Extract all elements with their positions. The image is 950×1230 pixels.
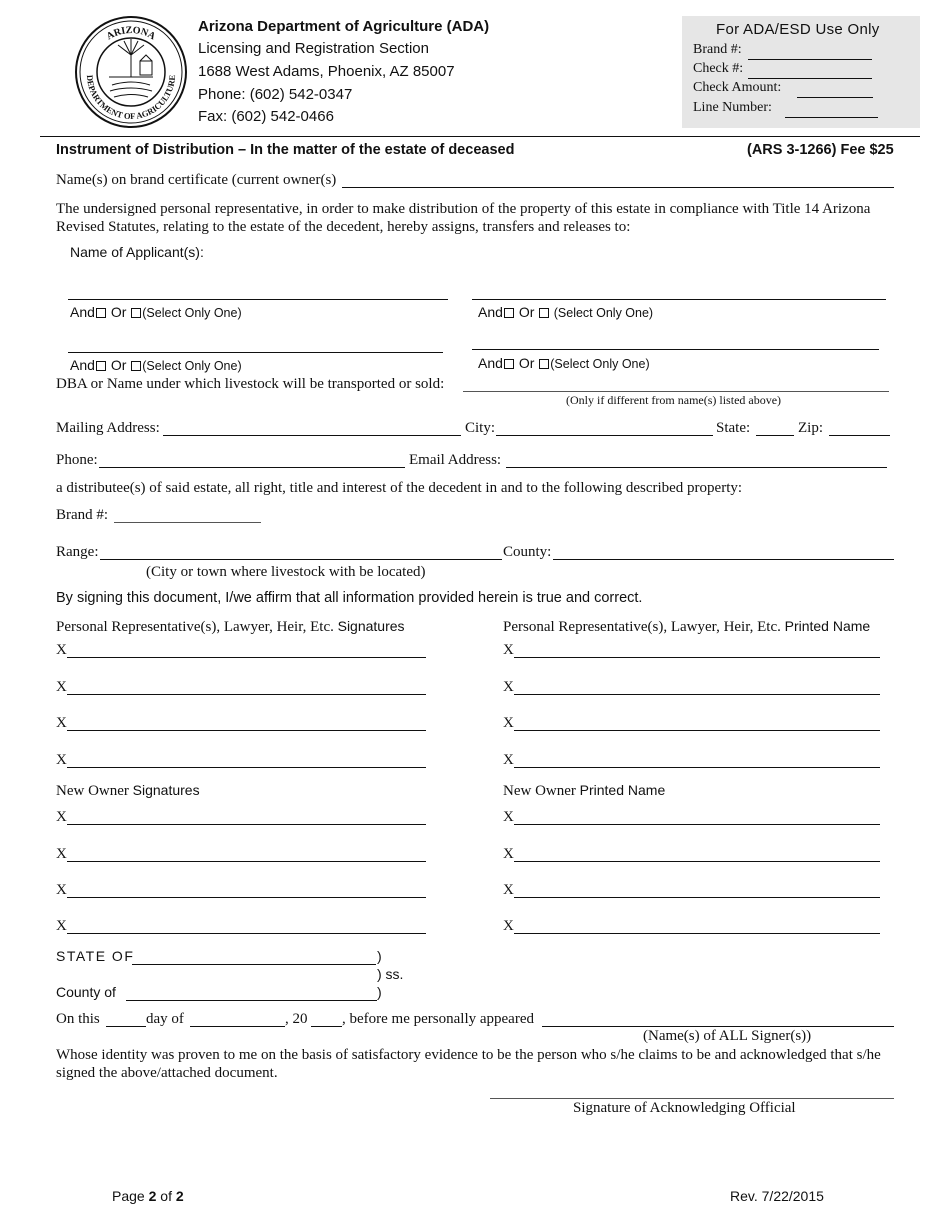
and-checkbox-3[interactable]	[96, 361, 106, 371]
day-field[interactable]	[106, 1026, 146, 1027]
affirmation-text: By signing this document, I/we affirm that all information provided herein is true and correct.	[56, 590, 643, 606]
rep-printed-x-1: X	[503, 642, 514, 658]
owner-printed-field-3[interactable]	[514, 897, 880, 898]
month-field[interactable]	[190, 1026, 285, 1027]
signers-note: (Name(s) of ALL Signer(s))	[643, 1028, 812, 1044]
dba-note: (Only if different from name(s) listed above)	[566, 393, 782, 407]
owner-printed-field-1[interactable]	[514, 824, 880, 825]
rep-printed-field-1[interactable]	[514, 657, 880, 658]
email-field[interactable]	[506, 467, 887, 468]
office-use-box	[682, 16, 920, 128]
owner-signature-field-3[interactable]	[67, 897, 426, 898]
page-number: Page 2 of 2	[112, 1188, 184, 1204]
distributee-text: a distributee(s) of said estate, all right, title and interest of the decedent in and to the following described property:	[56, 480, 743, 496]
svg-text:ARIZONA: ARIZONA	[104, 24, 158, 43]
identity-text: Whose identity was proven to me on the basis of satisfactory evidence to be the person who s/he claims to be and acknowledged that s/he signed the above/attached document.	[56, 1047, 881, 1081]
owner-signature-x-4: X	[56, 918, 67, 934]
official-signature-field[interactable]	[490, 1098, 894, 1099]
applicant-3-conjunction: And Or (Select Only One)	[70, 357, 242, 373]
rep-printed-x-2: X	[503, 679, 514, 695]
svg-text:DEPARTMENT OF AGRICULTURE: DEPARTMENT OF AGRICULTURE	[84, 74, 178, 122]
owner-printed-x-4: X	[503, 918, 514, 934]
state-label: State:	[716, 420, 751, 436]
new-owner-signatures-heading: New Owner Signatures	[56, 782, 200, 799]
state-of-paren: )	[377, 948, 382, 964]
ada-seal-logo	[74, 15, 188, 129]
office-check-label: Check #:	[693, 61, 744, 76]
ss-mark: ) ss.	[377, 966, 404, 982]
appeared-names-field[interactable]	[542, 1026, 894, 1027]
range-label: Range:	[56, 544, 99, 560]
owner-signature-field-1[interactable]	[67, 824, 426, 825]
range-field[interactable]	[100, 559, 502, 560]
new-owner-printed-heading: New Owner Printed Name	[503, 782, 666, 799]
or-checkbox-1[interactable]	[131, 308, 141, 318]
county-of-field[interactable]	[126, 1000, 377, 1001]
applicant-2-conjunction: And Or (Select Only One)	[478, 304, 654, 320]
county-label: County:	[503, 544, 552, 560]
agency-address: 1688 West Adams, Phoenix, AZ 85007	[198, 63, 455, 80]
agency-section: Licensing and Registration Section	[198, 40, 429, 57]
header-divider	[40, 136, 920, 137]
range-note: (City or town where livestock with be located)	[146, 564, 426, 580]
state-field[interactable]	[756, 435, 794, 436]
applicant-4-conjunction: And Or (Select Only One)	[478, 355, 650, 371]
form-fee: (ARS 3-1266) Fee $25	[747, 142, 894, 158]
owner-signature-x-3: X	[56, 882, 67, 898]
mailing-address-field[interactable]	[163, 435, 461, 436]
phone-field[interactable]	[99, 467, 405, 468]
year-field[interactable]	[311, 1026, 342, 1027]
current-owner-label: Name(s) on brand certificate (current owner(s)	[56, 172, 337, 188]
dba-label: DBA or Name under which livestock will be transported or sold:	[56, 376, 445, 392]
applicant-1-field[interactable]	[68, 299, 448, 300]
applicant-1-conjunction: And Or (Select Only One)	[70, 304, 242, 320]
rep-printed-heading: Personal Representative(s), Lawyer, Heir, Etc. Printed Name	[503, 618, 871, 635]
owner-signature-x-2: X	[56, 846, 67, 862]
rep-signature-field-3[interactable]	[67, 730, 426, 731]
office-line-number-field[interactable]	[785, 117, 878, 118]
office-check-field[interactable]	[748, 78, 872, 79]
rep-signature-field-1[interactable]	[67, 657, 426, 658]
on-this-label: On this	[56, 1011, 100, 1027]
office-brand-field[interactable]	[748, 59, 872, 60]
and-checkbox-4[interactable]	[504, 359, 514, 369]
rep-signature-field-4[interactable]	[67, 767, 426, 768]
owner-signature-field-4[interactable]	[67, 933, 426, 934]
office-check-amount-label: Check Amount:	[693, 80, 782, 95]
owner-printed-field-4[interactable]	[514, 933, 880, 934]
form-title: Instrument of Distribution – In the matter of the estate of deceased	[56, 142, 515, 158]
current-owner-field[interactable]	[342, 187, 894, 188]
revision-date: Rev. 7/22/2015	[730, 1188, 824, 1204]
owner-printed-field-2[interactable]	[514, 861, 880, 862]
owner-printed-x-3: X	[503, 882, 514, 898]
year-prefix: , 20	[285, 1011, 308, 1027]
agency-name: Arizona Department of Agriculture (ADA)	[198, 18, 490, 35]
city-label: City:	[465, 420, 496, 436]
state-of-field[interactable]	[132, 964, 376, 965]
appeared-label: , before me personally appeared	[342, 1011, 534, 1027]
phone-label: Phone:	[56, 452, 98, 468]
office-check-amount-field[interactable]	[797, 97, 873, 98]
intro-text: The undersigned personal representative, in order to make distribution of the property of this estate in compliance with Title 14 Arizona Revised Statutes, relating to the estate of the decedent, hereby assigns, transfers and releases to:	[56, 201, 871, 235]
rep-printed-x-3: X	[503, 715, 514, 731]
county-field[interactable]	[553, 559, 894, 560]
state-of-label: STATE OF	[56, 948, 135, 964]
or-checkbox-3[interactable]	[131, 361, 141, 371]
rep-signature-x-4: X	[56, 752, 67, 768]
official-signature-label: Signature of Acknowledging Official	[573, 1100, 796, 1116]
agency-phone: Phone: (602) 542-0347	[198, 86, 353, 103]
county-of-paren: )	[377, 984, 382, 1000]
email-label: Email Address:	[409, 452, 502, 468]
or-checkbox-2[interactable]	[539, 308, 549, 318]
office-line-number-label: Line Number:	[693, 100, 772, 115]
owner-signature-x-1: X	[56, 809, 67, 825]
applicants-label: Name of Applicant(s):	[70, 244, 204, 260]
dba-field[interactable]	[463, 391, 889, 392]
city-field[interactable]	[496, 435, 713, 436]
rep-signatures-heading: Personal Representative(s), Lawyer, Heir, Etc. Signatures	[56, 618, 405, 635]
and-checkbox-1[interactable]	[96, 308, 106, 318]
brand-label: Brand #:	[56, 507, 109, 523]
agency-fax: Fax: (602) 542-0466	[198, 108, 334, 125]
office-brand-label: Brand #:	[693, 42, 742, 57]
and-checkbox-2[interactable]	[504, 308, 514, 318]
owner-signature-field-2[interactable]	[67, 861, 426, 862]
rep-signature-x-3: X	[56, 715, 67, 731]
applicant-4-field[interactable]	[472, 349, 879, 350]
owner-printed-x-2: X	[503, 846, 514, 862]
zip-label: Zip:	[798, 420, 823, 436]
or-checkbox-4[interactable]	[539, 359, 549, 369]
rep-printed-field-4[interactable]	[514, 767, 880, 768]
rep-signature-field-2[interactable]	[67, 694, 426, 695]
rep-printed-field-3[interactable]	[514, 730, 880, 731]
applicant-2-field[interactable]	[472, 299, 886, 300]
owner-printed-x-1: X	[503, 809, 514, 825]
rep-signature-x-1: X	[56, 642, 67, 658]
county-of-label: County of	[56, 984, 116, 1000]
rep-printed-field-2[interactable]	[514, 694, 880, 695]
brand-field[interactable]	[114, 522, 261, 523]
applicant-3-field[interactable]	[68, 352, 443, 353]
office-use-title: For ADA/ESD Use Only	[716, 21, 880, 38]
zip-field[interactable]	[829, 435, 890, 436]
rep-printed-x-4: X	[503, 752, 514, 768]
mailing-label: Mailing Address:	[56, 420, 160, 436]
day-of-label: day of	[146, 1011, 184, 1027]
rep-signature-x-2: X	[56, 679, 67, 695]
